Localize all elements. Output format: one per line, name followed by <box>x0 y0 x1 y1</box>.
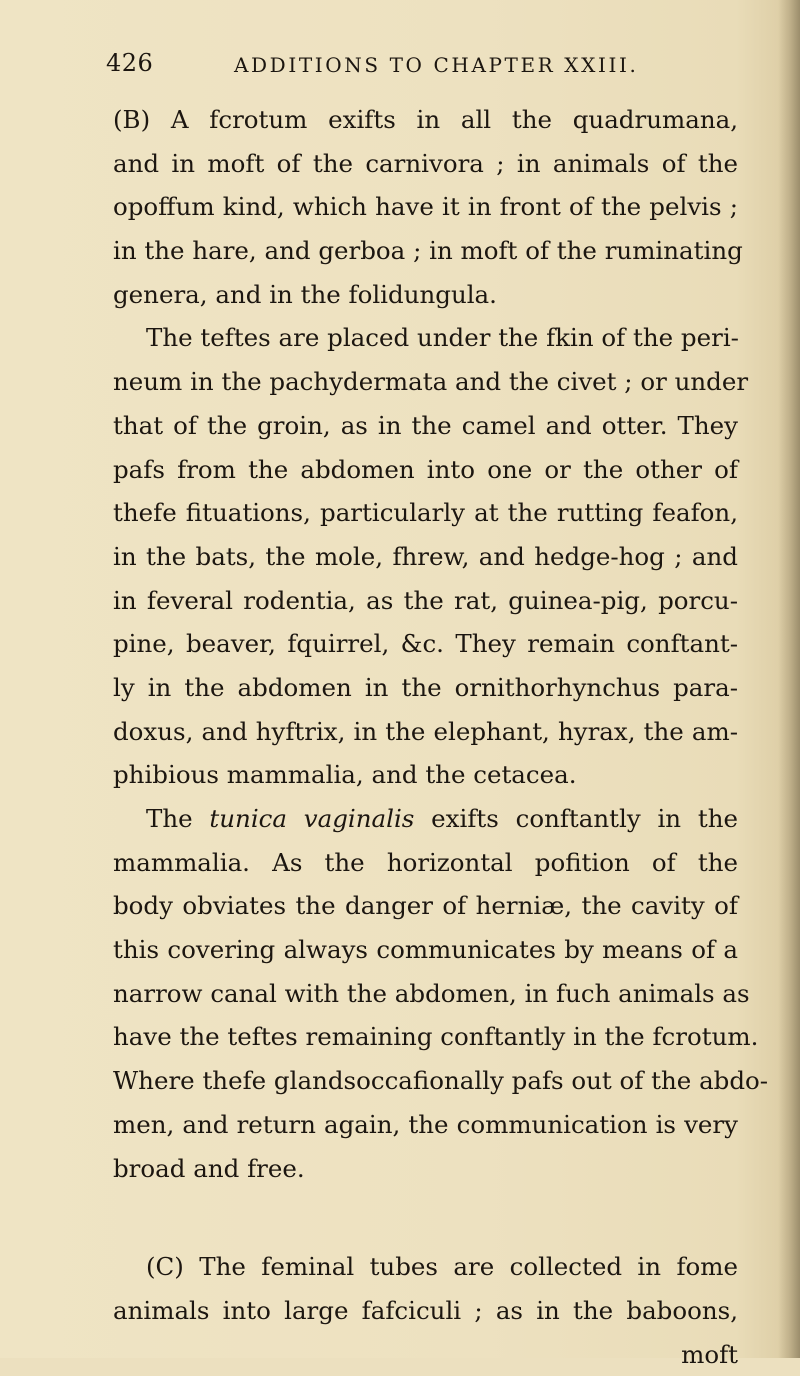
text-line: pine, beaver, fquirrel, &c. They remain conftant- <box>113 629 738 659</box>
text-line: that of the groin, as in the camel and otter. They <box>113 410 738 440</box>
text-line: (B) A fcrotum exifts in all the quadrumana, <box>113 105 738 134</box>
text-segment: exifts conftantly in the <box>414 804 739 833</box>
text-line: thefe fituations, particularly at the rutting feafon, <box>113 498 738 528</box>
text-line: in feveral rodentia, as the rat, guinea-pig, porcu- <box>113 585 738 615</box>
paragraph-gap <box>113 1190 738 1245</box>
text-line: broad and free. <box>113 1153 305 1183</box>
text-line: phibious mammalia, and the cetacea. <box>113 760 577 790</box>
page-header <box>106 46 666 86</box>
body-text <box>113 98 769 1376</box>
text-line: body obviates the danger of herniæ, the cavity of <box>113 891 738 921</box>
text-line: animals into large fafciculi ; as in the baboons, <box>113 1295 738 1325</box>
text-segment: The <box>146 804 210 833</box>
text-line: Where thefe glandsoccafionally pafs out of the abdo- <box>113 1066 769 1096</box>
text-line: genera, and in the folidungula. <box>113 279 497 309</box>
text-line: mammalia. As the horizontal pofition of the <box>113 847 738 877</box>
text-line <box>113 797 738 841</box>
text-line: neum in the pachydermata and the civet ; or under <box>113 367 749 397</box>
page-number: 426 <box>106 49 154 77</box>
text-line: this covering always communicates by means of a <box>113 935 738 965</box>
text-line: The teftes are placed under the fkin of the peri- <box>146 323 739 353</box>
text-line: men, and return again, the communication is very <box>113 1109 738 1139</box>
text-line: opoffum kind, which have it in front of the pelvis ; <box>113 192 738 222</box>
text-line: doxus, and hyftrix, in the elephant, hyrax, the am- <box>113 716 738 746</box>
text-line: (C) The feminal tubes are collected in fome <box>146 1252 738 1282</box>
running-head: ADDITIONS TO CHAPTER XXIII. <box>234 53 639 77</box>
page-edge-shadow <box>778 0 800 1358</box>
italic-term: tunica vaginalis <box>209 804 415 833</box>
catchword: moft <box>681 1339 738 1369</box>
text-line: narrow canal with the abdomen, in fuch animals as <box>113 978 750 1008</box>
text-line: ly in the abdomen in the ornithorhynchus para- <box>113 672 738 702</box>
text-line: in the bats, the mole, fhrew, and hedge-hog ; and <box>113 541 738 571</box>
text-line: pafs from the abdomen into one or the other of <box>113 454 738 484</box>
text-line: in the hare, and gerboa ; in moft of the ruminating <box>113 236 743 266</box>
text-line: have the teftes remaining conftantly in the fcrotum. <box>113 1022 759 1052</box>
text-line: and in moft of the carnivora ; in animals of the <box>113 148 738 178</box>
